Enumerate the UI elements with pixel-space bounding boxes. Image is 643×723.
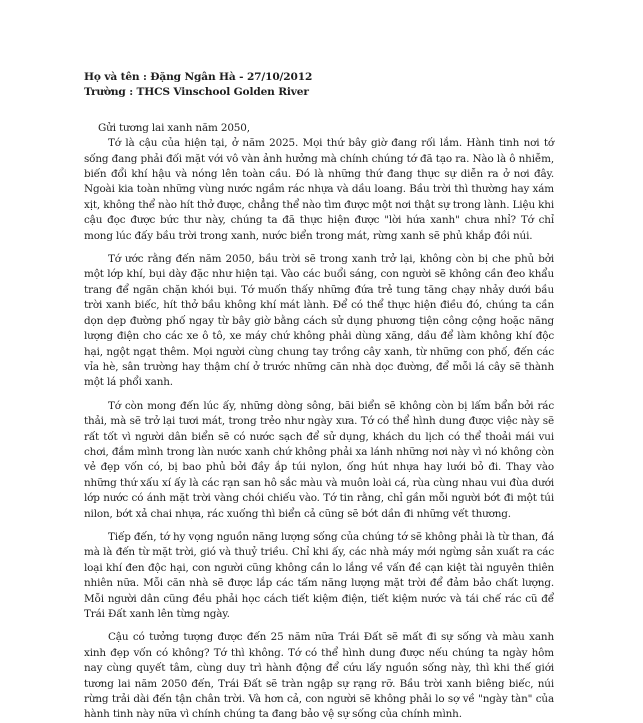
paragraph-1: Tớ là cậu của hiện tại, ở năm 2025. Mọi thứ bây giờ đang rối lắm. Hành tinh nơi tớ sống đang phải đối mặt với vô vàn ảnh hưởng mà chính chúng tớ đã tạo ra. Nào là ô nhiễm, biến đổi khí hậu và nóng lên toàn cầu. Đó là những thứ đang thực sự diễn ra ở nơi đây. Ngoài kia toàn những vùng nước ngầm rác nhựa và dầu loang. Bầu trời thì thường hay xám xịt, không thể nào hít thở được, chẳng thể nào tìm được một nơi thật sự trong lành. Liệu khi cậu đọc được bức thư này, chúng ta đã thực hiện được "lời hứa xanh" chưa nhỉ? Tớ chỉ mong lúc đấy bầu trời trong xanh, nước biển trong mát, rừng xanh sẽ phủ khắp đồi núi. xyxy=(84,137,555,242)
paragraph-3: Tớ còn mong đến lúc ấy, những dòng sông, bãi biển sẽ không còn bị lấm bẩn bởi rác thải, mà sẽ trở lại tươi mát, trong trẻo như ngày xưa. Tớ có thể hình dung được việc này sẽ rất tốt vì người dân biển sẽ có nước sạch để sử dụng, khách du lịch có thể thoải mái vui chơi, đắm mình trong làn nước xanh chứ không phải xa lánh những nơi này vì nó không còn vẻ đẹp vốn có, bị bao phủ bởi đầy ắp túi nylon, ống hút nhựa hay lưới bỏ đi. Thay vào những thứ xấu xí ấy là các rạn san hô sắc màu và muôn loài cá, rùa cùng nhau vui đùa dưới lớp nước có ánh mặt trời vàng chói chiếu vào. Tớ tin rằng, chỉ gần mỗi người bớt đi một túi nilon, bớt xả chai nhựa, rác xuống thì biển cả cũng sẽ bớt dần đi những vết thương. xyxy=(84,399,554,520)
greeting: Gửi tương lai xanh năm 2050, xyxy=(98,121,250,134)
school-line: Trường : THCS Vinschool Golden River xyxy=(84,86,309,99)
paragraph-5: Cậu có tưởng tượng được đến 25 năm nữa Trái Đất sẽ mất đi sự sống và màu xanh xinh đẹp vốn có không? Tớ thì không. Tớ có thể hình dung được nếu chúng ta ngày hôm nay cùng quyết tâm, cùng duy trì hành động để cứu lấy nguồn sống này, thì khi thế giới tương lai năm 2050 đến, Trái Đất sẽ tràn ngập sự rạng rỡ. Bầu trời xanh biêng biếc, núi rừng trải dài đến tận chân trời. Và hơn cả, con người sẽ không phải lo sợ về "ngày tàn" của hành tinh này nữa vì chính chúng ta đang bảo vệ sự sống của chính mình. xyxy=(84,631,554,721)
paragraph-2: Tớ ước rằng đến năm 2050, bầu trời sẽ trong xanh trở lại, không còn bị che phủ bởi một lớp khí, bụi dày đặc như hiện tại. Vào các buổi sáng, con người sẽ không cần đeo khẩu trang để ngăn chặn khói bụi. Tớ muốn thấy những đứa trẻ tung tăng chạy nhảy dưới bầu trời xanh biếc, hít thở bầu không khí mát lành. Để có thể thực hiện điều đó, chúng ta cần dọn dẹp đường phố ngay từ bây giờ bằng cách sử dụng phương tiện công cộng hoặc năng lượng điện cho các xe ô tô, xe máy chứ không phải dùng xăng, dầu để làm không khí độc hại, ngột ngạt thêm. Mọi người cùng chung tay trồng cây xanh, từ những con phố, đến các vỉa hè, sân trường hay thậm chí ở trước những căn nhà dọc đường, để mỗi lá cây sẽ thành một lá phổi xanh. xyxy=(84,253,554,389)
letter-body xyxy=(84,70,554,723)
paragraph-4: Tiếp đến, tớ hy vọng nguồn năng lượng sống của chúng tớ sẽ không phải là từ than, đá mà là đến từ mặt trời, gió và thuỷ triều. Chỉ khi ấy, các nhà máy mới ngừng sản xuất ra các loại khí đen độc hại, con người cũng không cần lo lắng về vấn đề cạn kiệt tài nguyên thiên nhiên nữa. Mỗi căn nhà sẽ được lắp các tấm năng lượng mặt trời để đảm bảo chất lượng. Mỗi người dân cũng đều phải học cách tiết kiệm điện, tiết kiệm nước và tái chế rác cũ để Trái Đất xanh lên từng ngày. xyxy=(84,530,554,620)
author-name-line: Họ và tên : Đặng Ngân Hà - 27/10/2012 xyxy=(84,71,313,83)
